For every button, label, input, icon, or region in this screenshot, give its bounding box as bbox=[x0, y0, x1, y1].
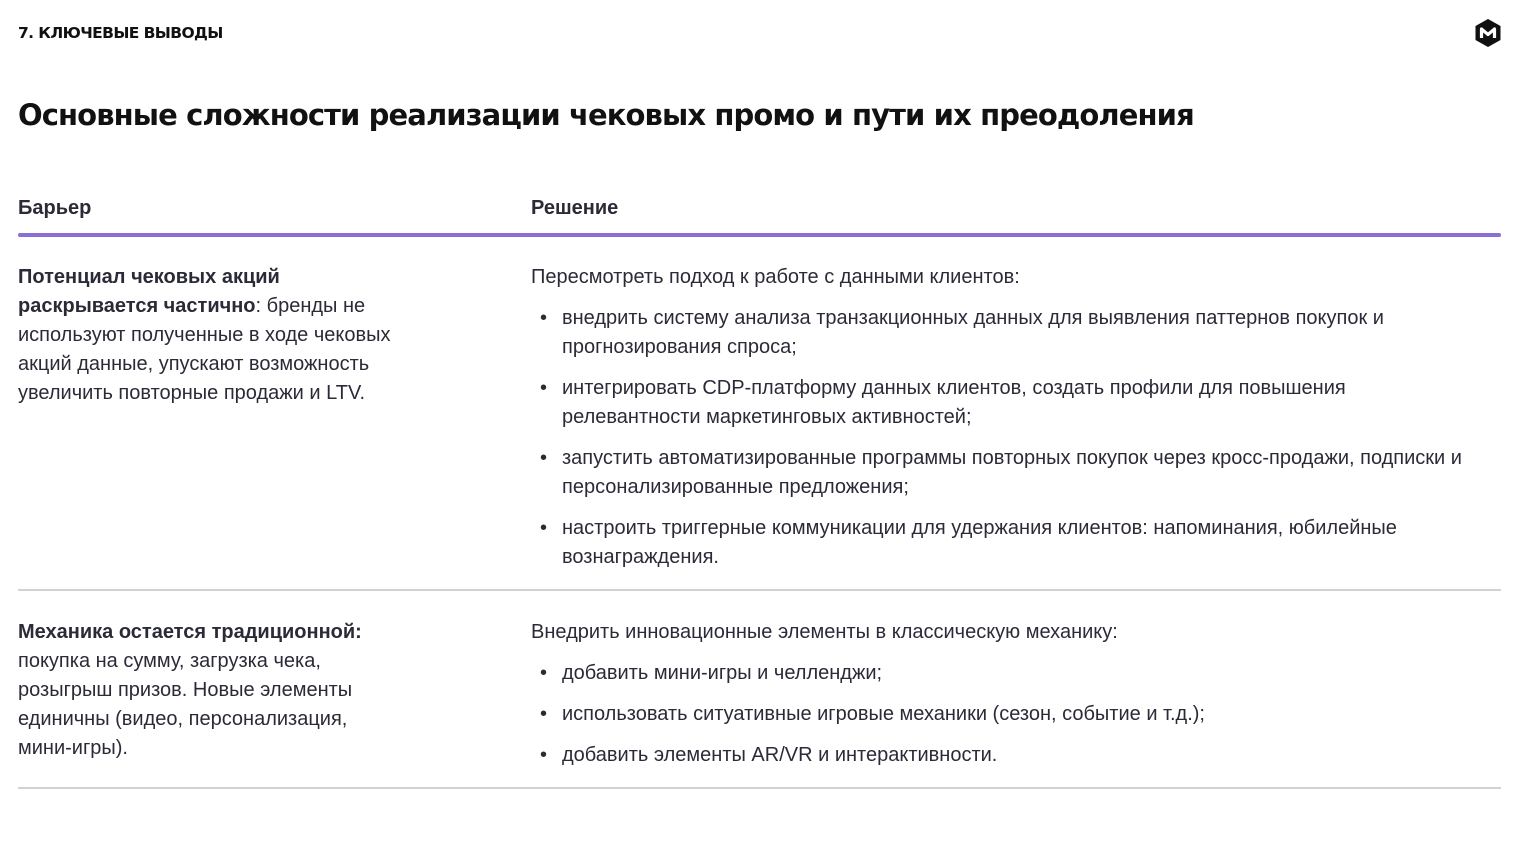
list-item: • настроить триггерные коммуникации для удержания клиентов: напоминания, юбилейные вознаграждения. bbox=[531, 514, 1481, 572]
bullet-icon: • bbox=[540, 744, 548, 766]
solution-cell-1 bbox=[531, 263, 1481, 584]
barrier-lead: Потенциал чековых акций раскрывается частично bbox=[18, 266, 280, 317]
section-label: 7. КЛЮЧЕВЫЕ ВЫВОДЫ bbox=[18, 24, 223, 42]
list-item: • добавить мини-игры и челленджи; bbox=[531, 659, 1481, 688]
list-item: • интегрировать CDP-платформу данных клиентов, создать профили для повышения релевантности маркетинговых активностей; bbox=[531, 374, 1481, 432]
column-header-barrier: Барьер bbox=[18, 197, 92, 219]
header-divider bbox=[18, 233, 1501, 237]
bullet-icon: • bbox=[540, 307, 548, 329]
barrier-text: покупка на сумму, загрузка чека, розыгрыш призов. Новые элементы единичны (видео, персонализация, мини-игры). bbox=[18, 650, 353, 759]
list-item: • добавить элементы AR/VR и интерактивности. bbox=[531, 741, 1481, 770]
bullet-icon: • bbox=[540, 703, 548, 725]
brand-logo-icon bbox=[1474, 18, 1502, 48]
solution-cell-2 bbox=[531, 618, 1481, 782]
bullet-icon: • bbox=[540, 517, 548, 539]
barrier-cell-1 bbox=[18, 263, 398, 408]
row-divider bbox=[18, 787, 1501, 789]
list-item: • использовать ситуативные игровые механики (сезон, событие и т.д.); bbox=[531, 700, 1481, 729]
page-title: Основные сложности реализации чековых промо и пути их преодоления bbox=[18, 98, 1194, 132]
bullet-icon: • bbox=[540, 662, 548, 684]
list-item: • внедрить систему анализа транзакционных данных для выявления паттернов покупок и прогнозирования спроса; bbox=[531, 304, 1481, 362]
barrier-text: : бренды не используют полученные в ходе чековых акций данные, упускают возможность увеличить повторные продажи и LTV. bbox=[18, 295, 391, 404]
list-item: • запустить автоматизированные программы повторных покупок через кросс-продажи, подписки и персонализированные предложения; bbox=[531, 444, 1481, 502]
barrier-lead: Механика остается традиционной: bbox=[18, 621, 362, 643]
bullet-icon: • bbox=[540, 447, 548, 469]
solution-list bbox=[531, 304, 1481, 572]
solution-intro: Внедрить инновационные элементы в классическую механику: bbox=[531, 621, 1118, 643]
row-divider bbox=[18, 589, 1501, 591]
barrier-cell-2 bbox=[18, 618, 398, 763]
column-header-solution: Решение bbox=[531, 197, 619, 219]
bullet-icon: • bbox=[540, 377, 548, 399]
solution-intro: Пересмотреть подход к работе с данными клиентов: bbox=[531, 266, 1020, 288]
solution-list bbox=[531, 659, 1481, 770]
